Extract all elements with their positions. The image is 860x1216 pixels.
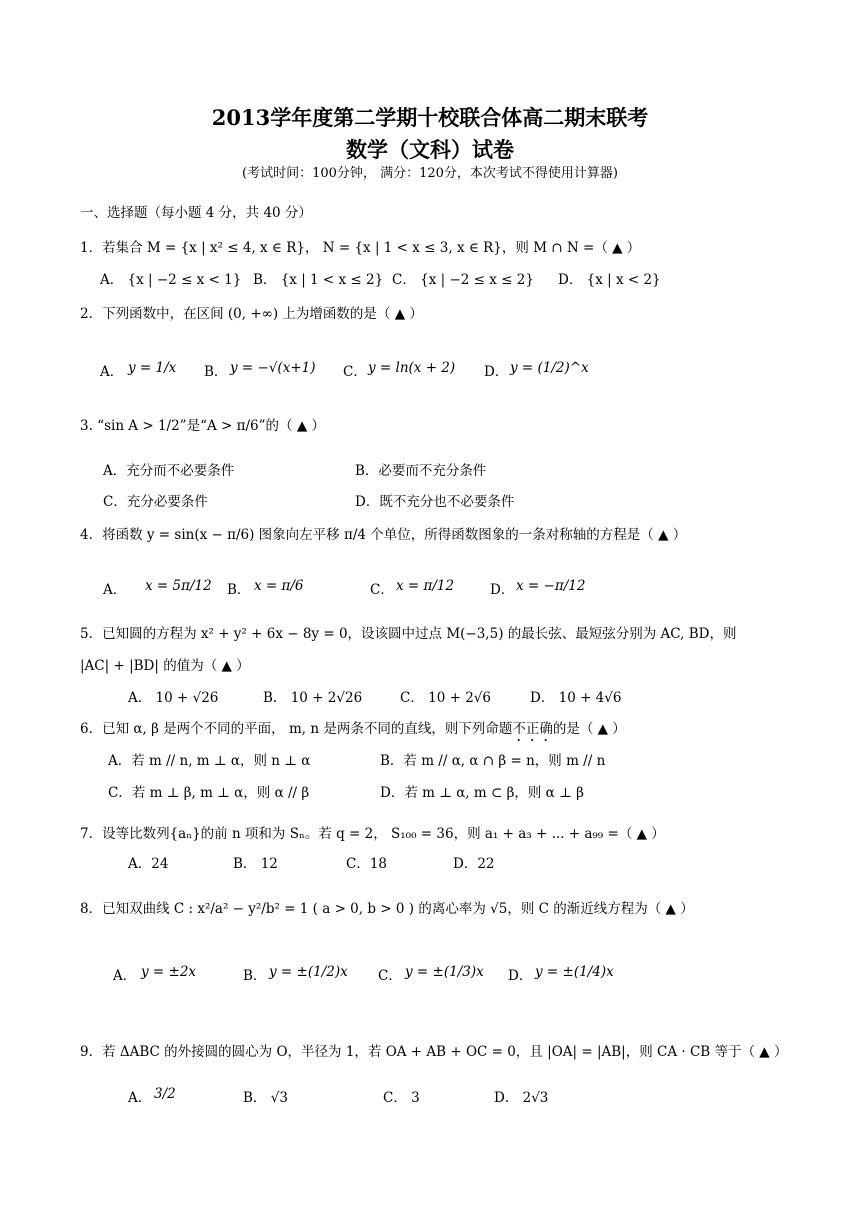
question-6-stem [80,717,626,745]
question-4-option-b: B． [227,582,251,598]
question-6-stem-part-3: 的是（ ▲ ） [552,721,626,737]
question-9-option-c: C． 3 [383,1090,420,1106]
question-3-option-b: B．必要而不充分条件 [355,463,487,479]
question-8-option-c: C． [378,968,402,984]
question-8-option-d: D． [508,968,533,984]
question-9-option-b: B． √3 [243,1090,288,1106]
question-8-option-b-expr: y = ±(1/2)x [269,964,348,980]
question-4-option-a: A． [103,582,127,598]
question-1-option-d: D． {x | x < 2} [558,272,661,288]
question-9-option-d: D． 2√3 [494,1090,549,1106]
question-9-stem: 9．若 ΔABC 的外接圆的圆心为 O，半径为 1，若 OA + AB + OC = 0，且 |OA| = |AB|，则 CA · CB 等于（ ▲ ） [80,1044,788,1060]
question-7-option-b: B． 12 [233,856,278,872]
question-4-option-c: C． [370,582,394,598]
question-4-option-c-expr: x = π/12 [396,578,455,594]
question-1-option-b: B． {x | 1 < x ≤ 2} [253,272,384,288]
question-8-option-a: A． [113,968,137,984]
question-6-stem-part-1: 6．已知 α, β 是两个不同的平面， m, n 是两条不同的直线，则下列命题 [80,721,513,737]
question-8-option-c-expr: y = ±(1/3)x [405,964,484,980]
question-2-option-c-expr: y = ln(x + 2) [368,360,456,376]
question-6-option-c: C．若 m ⊥ β, m ⊥ α，则 α // β [108,785,310,801]
question-6-emphasis: 不正确 [512,721,553,737]
question-2-option-a-expr: y = 1/x [128,360,177,376]
question-2-option-c: C． [343,364,367,380]
question-6-option-a: A．若 m // n, m ⊥ α，则 n ⊥ α [108,753,311,769]
section-heading: 一、选择题（每小题 4 分，共 40 分） [80,205,312,221]
question-4-option-d-expr: x = −π/12 [516,578,586,594]
question-7-option-d: D．22 [453,856,495,872]
question-3-stem: 3. “sin A > 1/2”是“A > π/6”的（ ▲ ） [80,418,325,434]
question-3-option-d: D．既不充分也不必要条件 [355,494,515,510]
exam-note: (考试时间：100分钟， 满分：120分，本次考试不得使用计算器) [242,166,618,181]
exam-title: 2013学年度第二学期十校联合体高二期末联考 [211,105,649,130]
question-2-option-b-expr: y = −√(x+1) [230,360,316,376]
question-8-option-b: B． [243,968,267,984]
question-1-stem: 1．若集合 M = {x | x² ≤ 4, x ∈ R}， N = {x | 1 < x ≤ 3, x ∈ R}，则 M ∩ N =（ ▲ ） [80,240,641,256]
question-5-stem: 5．已知圆的方程为 x² + y² + 6x − 8y = 0，设该圆中过点 M(−3,5) 的最长弦、最短弦分别为 AC, BD，则 [80,626,737,642]
question-8-option-d-expr: y = ±(1/4)x [535,964,614,980]
question-6-option-b: B．若 m // α, α ∩ β = n，则 m // n [380,753,606,769]
question-7-option-c: C．18 [346,856,388,872]
question-5-stem-2: |AC| + |BD| 的值为（ ▲ ） [80,658,250,674]
question-2-option-d-expr: y = (1/2)^x [510,360,589,376]
question-4-option-d: D． [490,582,515,598]
question-5-option-d: D． 10 + 4√6 [530,690,622,706]
question-3-option-c: C．充分必要条件 [103,494,208,510]
question-5-option-a: A． 10 + √26 [128,690,219,706]
question-6-option-d: D．若 m ⊥ α, m ⊂ β，则 α ⊥ β [380,785,584,801]
question-7-stem: 7．设等比数列{aₙ}的前 n 项和为 Sₙ。若 q = 2， S₁₀₀ = 36，则 a₁ + a₃ + ... + a₉₉ =（ ▲ ） [80,826,665,842]
question-1-option-c: C． {x | −2 ≤ x ≤ 2} [392,272,534,288]
question-4-stem: 4．将函数 y = sin(x − π/6) 图象向左平移 π/4 个单位，所得函数图象的一条对称轴的方程是（ ▲ ） [80,527,687,543]
question-9-option-a-expr: 3/2 [154,1086,176,1102]
question-2-option-b: B． [204,364,228,380]
question-5-option-c: C． 10 + 2√6 [400,690,491,706]
question-5-option-b: B． 10 + 2√26 [263,690,363,706]
question-9-option-a: A． [128,1090,152,1106]
exam-subtitle: 数学（文科）试卷 [346,137,514,162]
question-3-option-a: A．充分而不必要条件 [103,463,235,479]
question-2-option-a: A． [100,364,124,380]
question-4-option-a-expr: x = 5π/12 [145,578,212,594]
question-2-option-d: D． [484,364,509,380]
question-8-stem: 8．已知双曲线 C : x²/a² − y²/b² = 1 ( a > 0, b > 0 ) 的离心率为 √5，则 C 的渐近线方程为（ ▲ ） [80,901,694,917]
question-7-option-a: A．24 [128,856,169,872]
question-4-option-b-expr: x = π/6 [254,578,304,594]
question-8-option-a-expr: y = ±2x [141,964,197,980]
question-1-option-a: A． {x | −2 ≤ x < 1} [100,272,242,288]
question-2-stem: 2．下列函数中，在区间 (0, +∞) 上为增函数的是（ ▲ ） [80,306,423,322]
